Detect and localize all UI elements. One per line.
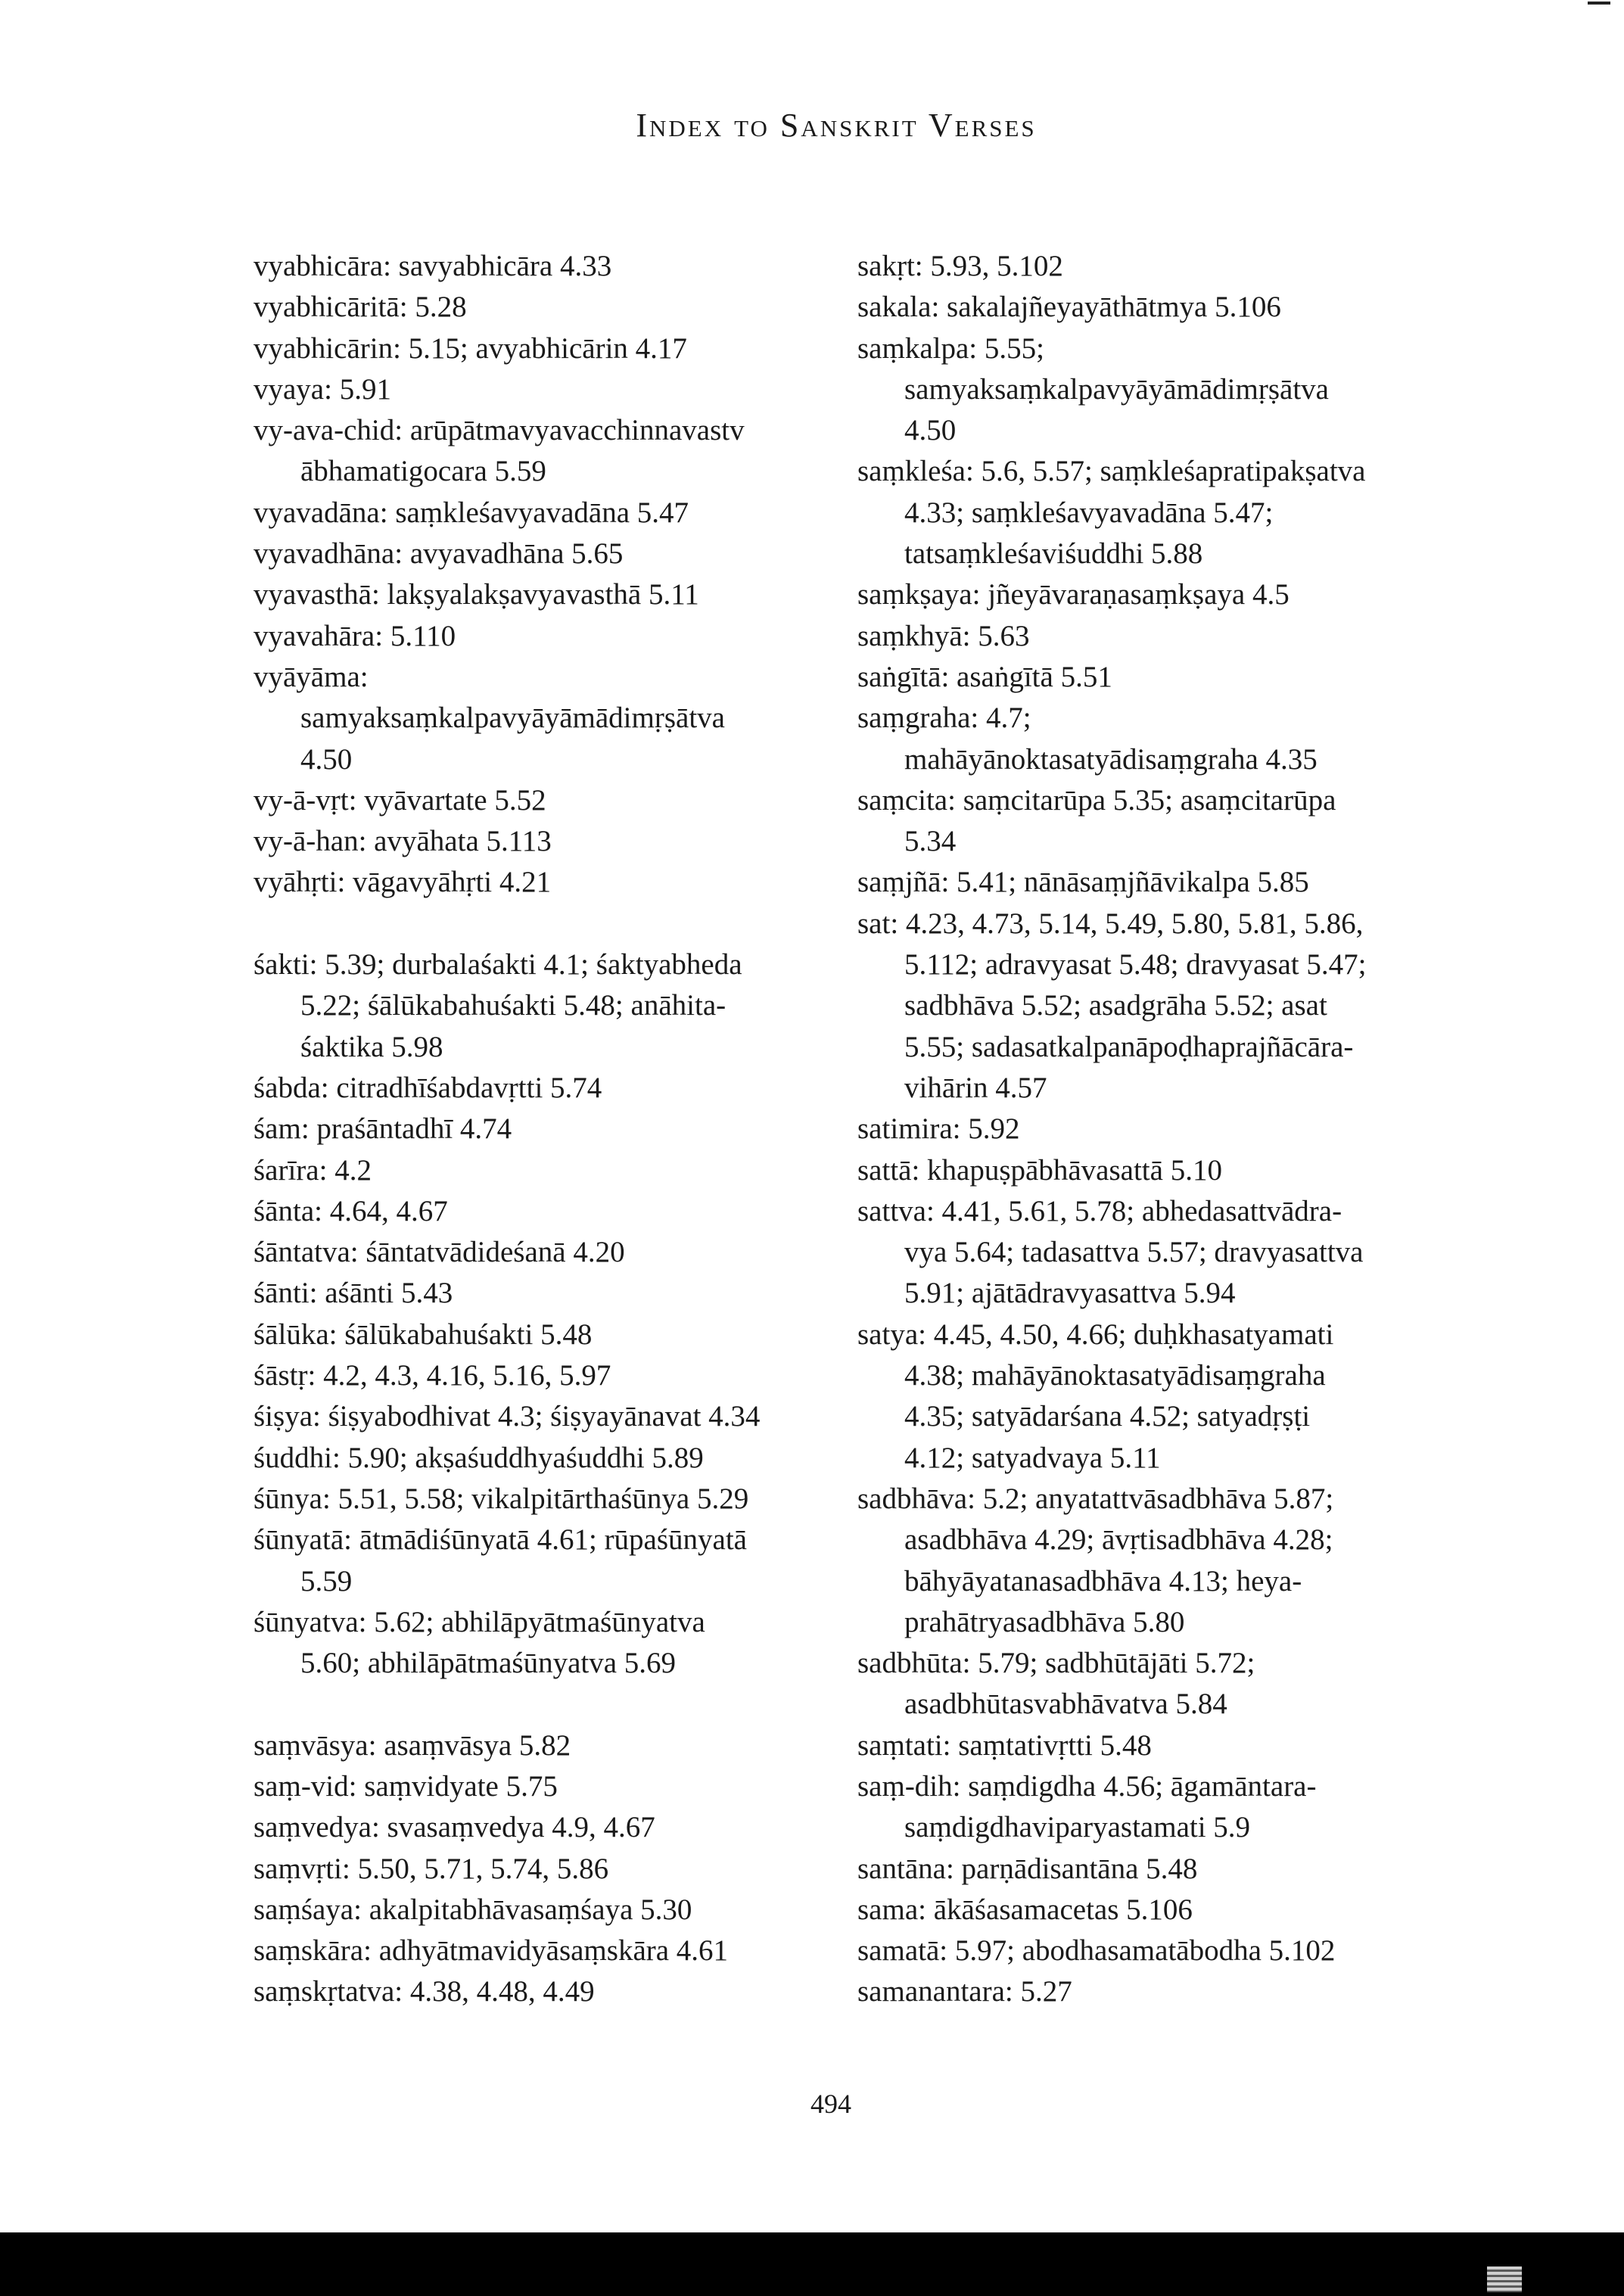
index-entry-satta: sattā: khapuṣpābhāvasattā 5.10 [857, 1153, 1222, 1187]
index-entry-samtati: saṃtati: saṃtativṛtti 5.48 [857, 1728, 1152, 1762]
index-column-left [254, 246, 829, 2013]
index-entry-vyavadhana: vyavadhāna: avyavadhāna 5.65 [254, 537, 624, 571]
index-entry-continuation: vihārin 4.57 [904, 1071, 1047, 1104]
index-entry-line: vy-ava-chid: arūpātmavyavacchinnavastv [254, 414, 745, 447]
index-entry-satimira: satimira: 5.92 [857, 1112, 1020, 1146]
scan-edge-artifact [1487, 2266, 1522, 2292]
index-entry-continuation: 5.59 [300, 1564, 353, 1598]
index-entry-continuation: 5.91; ajātādravyasattva 5.94 [904, 1277, 1236, 1310]
index-entry-continuation: asadbhāva 4.29; āvṛtisadbhāva 4.28; [904, 1523, 1333, 1557]
index-entry-sunyata [254, 1520, 829, 1602]
index-entry-samvedya: saṃvedya: svasaṃvedya 4.9, 4.67 [254, 1811, 655, 1844]
index-entry-sattva [857, 1191, 1455, 1314]
scan-border-bar [0, 2232, 1624, 2296]
index-entry-line: sadbhūta: 5.79; sadbhūtājāti 5.72; [857, 1647, 1255, 1680]
index-entry-samsaya: saṃśaya: akalpitabhāvasaṃśaya 5.30 [254, 1893, 692, 1926]
index-entry-continuation: 4.50 [904, 414, 957, 447]
index-entry-samkalpa [857, 328, 1455, 452]
index-entry-continuation: vya 5.64; tadasattva 5.57; dravyasattva [904, 1236, 1364, 1269]
index-entry-samcita [857, 780, 1455, 863]
index-entry-santatva: śāntatva: śāntatvādideśanā 4.20 [254, 1236, 625, 1269]
index-entry-saluka: śālūka: śālūkabahuśakti 5.48 [254, 1318, 593, 1351]
index-entry-continuation: 5.60; abhilāpātmaśūnyatva 5.69 [300, 1647, 677, 1680]
index-entry-continuation: śaktika 5.98 [300, 1030, 443, 1063]
page-number: 494 [810, 2089, 851, 2119]
index-entry-continuation: sadbhāva 5.52; asadgrāha 5.52; asat [904, 989, 1327, 1022]
index-entry-vyayama [254, 657, 829, 780]
index-entry-continuation: 5.112; adravyasat 5.48; dravyasat 5.47; [904, 948, 1367, 982]
index-entry-continuation: 4.33; saṃkleśavyavadāna 5.47; [904, 496, 1274, 529]
index-entry-continuation: prahātryasadbhāva 5.80 [904, 1605, 1185, 1638]
index-entry-sastr: śāstṛ: 4.2, 4.3, 4.16, 5.16, 5.97 [254, 1359, 611, 1392]
index-entry-vy-ava-chid [254, 410, 829, 493]
index-entry-santana: santāna: parṇādisantāna 5.48 [857, 1852, 1198, 1885]
index-entry-vyahrti: vyāhṛti: vāgavyāhṛti 4.21 [254, 866, 552, 899]
index-entry-sisya: śiṣya: śiṣyabodhivat 4.3; śiṣyayānavat 4.34 [254, 1400, 761, 1433]
index-entry-line: śakti: 5.39; durbalaśakti 4.1; śaktyabheda [254, 948, 742, 982]
index-entry-sat [857, 904, 1455, 1109]
index-entry-sakti [254, 944, 829, 1068]
section-gap [254, 1684, 829, 1725]
index-entry-continuation: samyaksaṃkalpavyāyāmādimṛṣātva [300, 702, 725, 735]
index-entry-line: satya: 4.45, 4.50, 4.66; duḥkhasatyamati [857, 1318, 1334, 1351]
index-entry-sakala: sakala: sakalajñeyayāthātmya 5.106 [857, 291, 1281, 324]
index-entry-suddhi: śuddhi: 5.90; akṣaśuddhyaśuddhi 5.89 [254, 1441, 704, 1474]
index-entry-sam-dih [857, 1766, 1455, 1849]
index-entry-samjna: saṃjñā: 5.41; nānāsaṃjñāvikalpa 5.85 [857, 866, 1309, 899]
index-entry-santa: śānta: 4.64, 4.67 [254, 1194, 448, 1227]
index-entry-line: saṃcita: saṃcitarūpa 5.35; asaṃcitarūpa [857, 783, 1336, 817]
index-entry-line: saṃgraha: 4.7; [857, 702, 1031, 735]
index-entry-line: saṃkleśa: 5.6, 5.57; saṃkleśapratipakṣatva [857, 455, 1366, 488]
index-entry-vy-a-han: vy-ā-han: avyāhata 5.113 [254, 825, 552, 858]
index-entry-vyaya: vyaya: 5.91 [254, 372, 391, 406]
index-entry-satya [857, 1314, 1455, 1479]
index-entry-samkhya: saṃkhyā: 5.63 [857, 619, 1030, 652]
index-entry-samskara: saṃskāra: adhyātmavidyāsaṃskāra 4.61 [254, 1934, 729, 1968]
index-entry-sarira: śarīra: 4.2 [254, 1153, 372, 1187]
index-entry-continuation: 4.35; satyādarśana 4.52; satyadṛṣṭi [904, 1400, 1311, 1433]
index-entry-continuation: tatsaṃkleśaviśuddhi 5.88 [904, 537, 1203, 571]
index-entry-sunya: śūnya: 5.51, 5.58; vikalpitārthaśūnya 5.29 [254, 1482, 749, 1515]
index-entry-sadbhuta [857, 1643, 1455, 1725]
index-entry-santi: śānti: aśānti 5.43 [254, 1277, 453, 1310]
index-entry-continuation: mahāyānoktasatyādisaṃgraha 4.35 [904, 742, 1318, 776]
index-entry-samata: samatā: 5.97; abodhasamatābodha 5.102 [857, 1934, 1336, 1968]
index-entry-line: saṃ-dih: saṃdigdha 4.56; āgamāntara- [857, 1769, 1317, 1803]
index-entry-sadbhava [857, 1479, 1455, 1643]
index-entry-vyavastha: vyavasthā: lakṣyalakṣavyavasthā 5.11 [254, 578, 699, 611]
section-gap [254, 904, 829, 944]
index-entry-vyavadana: vyavadāna: saṃkleśavyavadāna 5.47 [254, 496, 689, 529]
index-entry-sam: śam: praśāntadhī 4.74 [254, 1112, 512, 1146]
index-entry-samklesa [857, 451, 1455, 574]
index-entry-samvasya: saṃvāsya: asaṃvāsya 5.82 [254, 1728, 571, 1762]
index-entry-continuation: 4.38; mahāyānoktasatyādisaṃgraha [904, 1359, 1326, 1392]
index-entry-sam-vid: saṃ-vid: saṃvidyate 5.75 [254, 1769, 558, 1803]
index-entry-vyabhicara: vyabhicāra: savyabhicāra 4.33 [254, 250, 612, 282]
index-entry-line: saṃkalpa: 5.55; [857, 331, 1044, 365]
index-entry-samgraha [857, 698, 1455, 780]
index-entry-line: śūnyatva: 5.62; abhilāpyātmaśūnyatva [254, 1605, 705, 1638]
index-entry-continuation: bāhyāyatanasadbhāva 4.13; heya- [904, 1564, 1302, 1598]
index-entry-continuation: asadbhūtasvabhāvatva 5.84 [904, 1688, 1227, 1721]
index-entry-sakrt: sakṛt: 5.93, 5.102 [857, 250, 1063, 282]
scan-corner-mark [1588, 2, 1610, 5]
index-entry-sunyatva [254, 1602, 829, 1685]
index-entry-line: śūnyatā: ātmādiśūnyatā 4.61; rūpaśūnyatā [254, 1523, 747, 1557]
index-entry-vyavahara: vyavahāra: 5.110 [254, 619, 456, 652]
index-entry-continuation: 4.12; satyadvaya 5.11 [904, 1441, 1161, 1474]
index-entry-samksaya: saṃkṣaya: jñeyāvaraṇasaṃkṣaya 4.5 [857, 578, 1290, 611]
index-entry-continuation: saṃdigdhaviparyastamati 5.9 [904, 1811, 1251, 1844]
index-entry-continuation: 5.55; sadasatkalpanāpoḍhaprajñācāra- [904, 1030, 1354, 1063]
index-entry-vy-a-vrt: vy-ā-vṛt: vyāvartate 5.52 [254, 783, 546, 817]
index-entry-continuation: 5.34 [904, 825, 957, 858]
index-entry-continuation: 4.50 [300, 742, 353, 776]
index-column-right [857, 246, 1455, 2013]
index-entry-sabda: śabda: citradhīśabdavṛtti 5.74 [254, 1071, 602, 1104]
index-entry-line: sadbhāva: 5.2; anyatattvāsadbhāva 5.87; [857, 1482, 1334, 1515]
index-entry-samskrtatva: saṃskṛtatva: 4.38, 4.48, 4.49 [254, 1975, 595, 2008]
index-entry-line: sat: 4.23, 4.73, 5.14, 5.49, 5.80, 5.81, 5.86, [857, 907, 1364, 940]
index-entry-sama: sama: ākāśasamacetas 5.106 [857, 1893, 1193, 1926]
index-entry-sangita: saṅgītā: asaṅgītā 5.51 [857, 660, 1112, 693]
index-entry-continuation: ābhamatigocara 5.59 [300, 455, 546, 488]
index-entry-line: vyāyāma: [254, 660, 369, 693]
index-entry-vyabhicarin: vyabhicārin: 5.15; avyabhicārin 4.17 [254, 331, 687, 365]
index-entry-samvrti: saṃvṛti: 5.50, 5.71, 5.74, 5.86 [254, 1852, 609, 1885]
index-entry-samanantara: samanantara: 5.27 [857, 1975, 1072, 2008]
index-entry-continuation: 5.22; śālūkabahuśakti 5.48; anāhita- [300, 989, 726, 1022]
page-title: Index to Sanskrit Verses [636, 107, 1037, 144]
index-entry-continuation: samyaksaṃkalpavyāyāmādimṛṣātva [904, 372, 1329, 406]
index-entry-vyabhicarita: vyabhicāritā: 5.28 [254, 291, 467, 324]
index-entry-line: sattva: 4.41, 5.61, 5.78; abhedasattvādra- [857, 1194, 1342, 1227]
